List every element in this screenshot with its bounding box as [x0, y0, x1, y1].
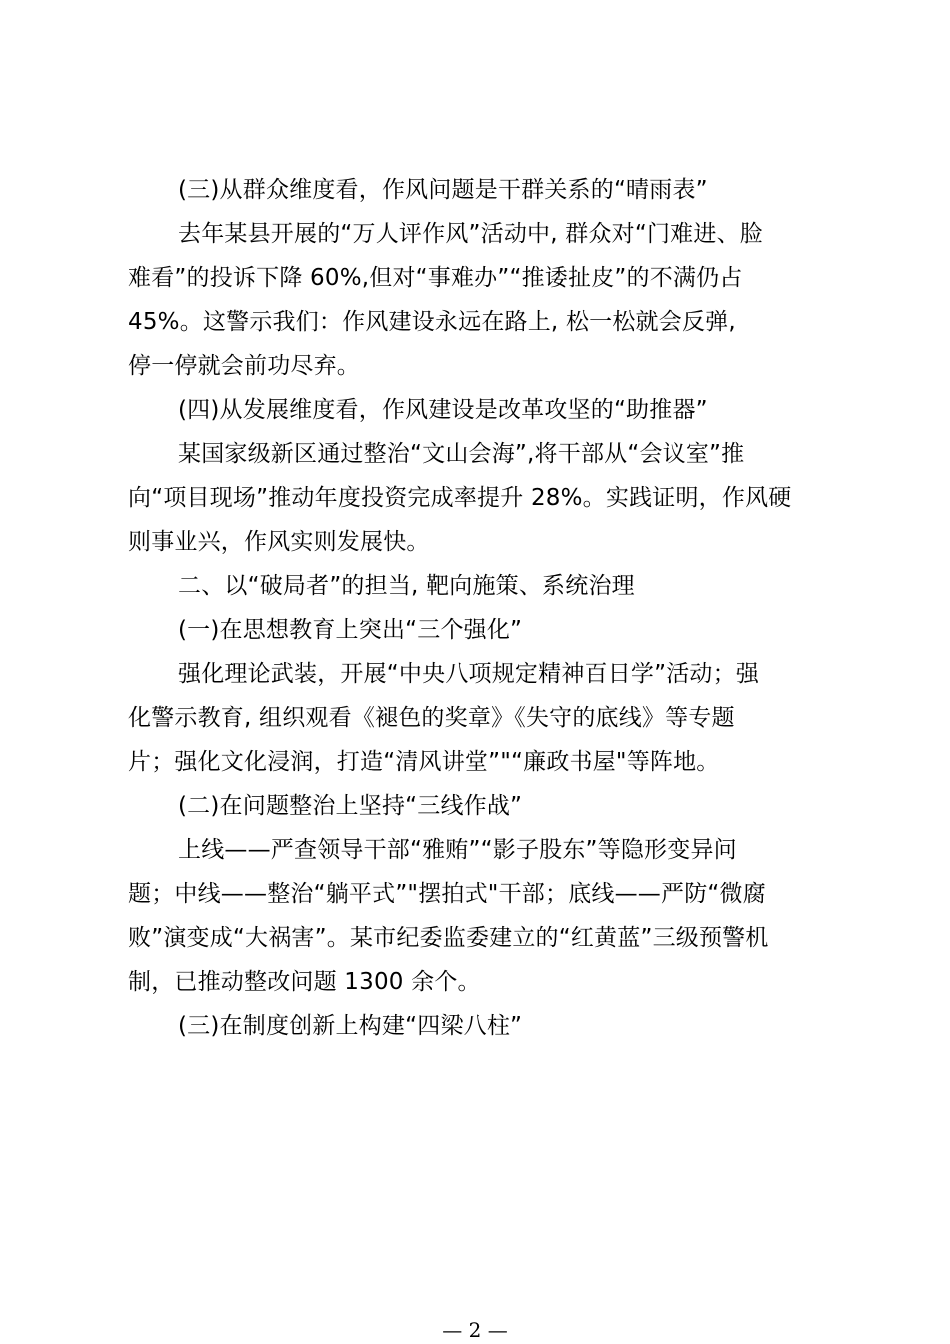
- chapter-heading-2: 二、以“破局者”的担当, 靶向施策、系统治理: [178, 573, 635, 599]
- paragraph-line: 某国家级新区通过整治“文山会海”,将干部从“会议室”推: [178, 441, 745, 467]
- paragraph-line: 上线——严查领导干部“雅贿”“影子股东”等隐形变异问: [178, 837, 737, 863]
- paragraph-line: 则事业兴，作风实则发展快。: [128, 529, 430, 555]
- paragraph-line: 难看”的投诉下降 60%,但对“事难办”“推诿扯皮”的不满仍占: [128, 265, 743, 291]
- document-body: [128, 168, 832, 1048]
- section-heading-1: (一)在思想教育上突出“三个强化”: [178, 617, 523, 643]
- paragraph-line: 去年某县开展的“万人评作风”活动中, 群众对“门难进、脸: [178, 221, 763, 247]
- paragraph-line: 败”演变成“大祸害”。某市纪委监委建立的“红黄蓝”三级预警机: [128, 925, 769, 951]
- section-heading-2: (二)在问题整治上坚持“三线作战”: [178, 793, 523, 819]
- paragraph-line: 制，已推动整改问题 1300 余个。: [128, 969, 481, 995]
- paragraph-line: 停一停就会前功尽弃。: [128, 353, 360, 379]
- section-heading-3b: (三)在制度创新上构建“四梁八柱”: [178, 1013, 523, 1039]
- page-number: — 2 —: [442, 1318, 508, 1342]
- paragraph-line: 化警示教育, 组织观看《褪色的奖章》《失守的底线》等专题: [128, 705, 735, 731]
- paragraph-line: 向“项目现场”推动年度投资完成率提升 28%。实践证明，作风硬: [128, 485, 792, 511]
- paragraph-line: 45%。这警示我们：作风建设永远在路上, 松一松就会反弹,: [128, 309, 736, 335]
- paragraph-line: 题；中线——整治“躺平式”"摆拍式"干部；底线——严防“微腐: [128, 881, 766, 907]
- paragraph-line: 强化理论武装，开展“中央八项规定精神百日学”活动；强: [178, 661, 760, 687]
- paragraph-line: 片；强化文化浸润，打造“清风讲堂”"“廉政书屋"等阵地。: [128, 749, 720, 775]
- section-heading-4: (四)从发展维度看，作风建设是改革攻坚的“助推器”: [178, 397, 708, 423]
- section-heading-3: (三)从群众维度看，作风问题是干群关系的“晴雨表”: [178, 177, 708, 203]
